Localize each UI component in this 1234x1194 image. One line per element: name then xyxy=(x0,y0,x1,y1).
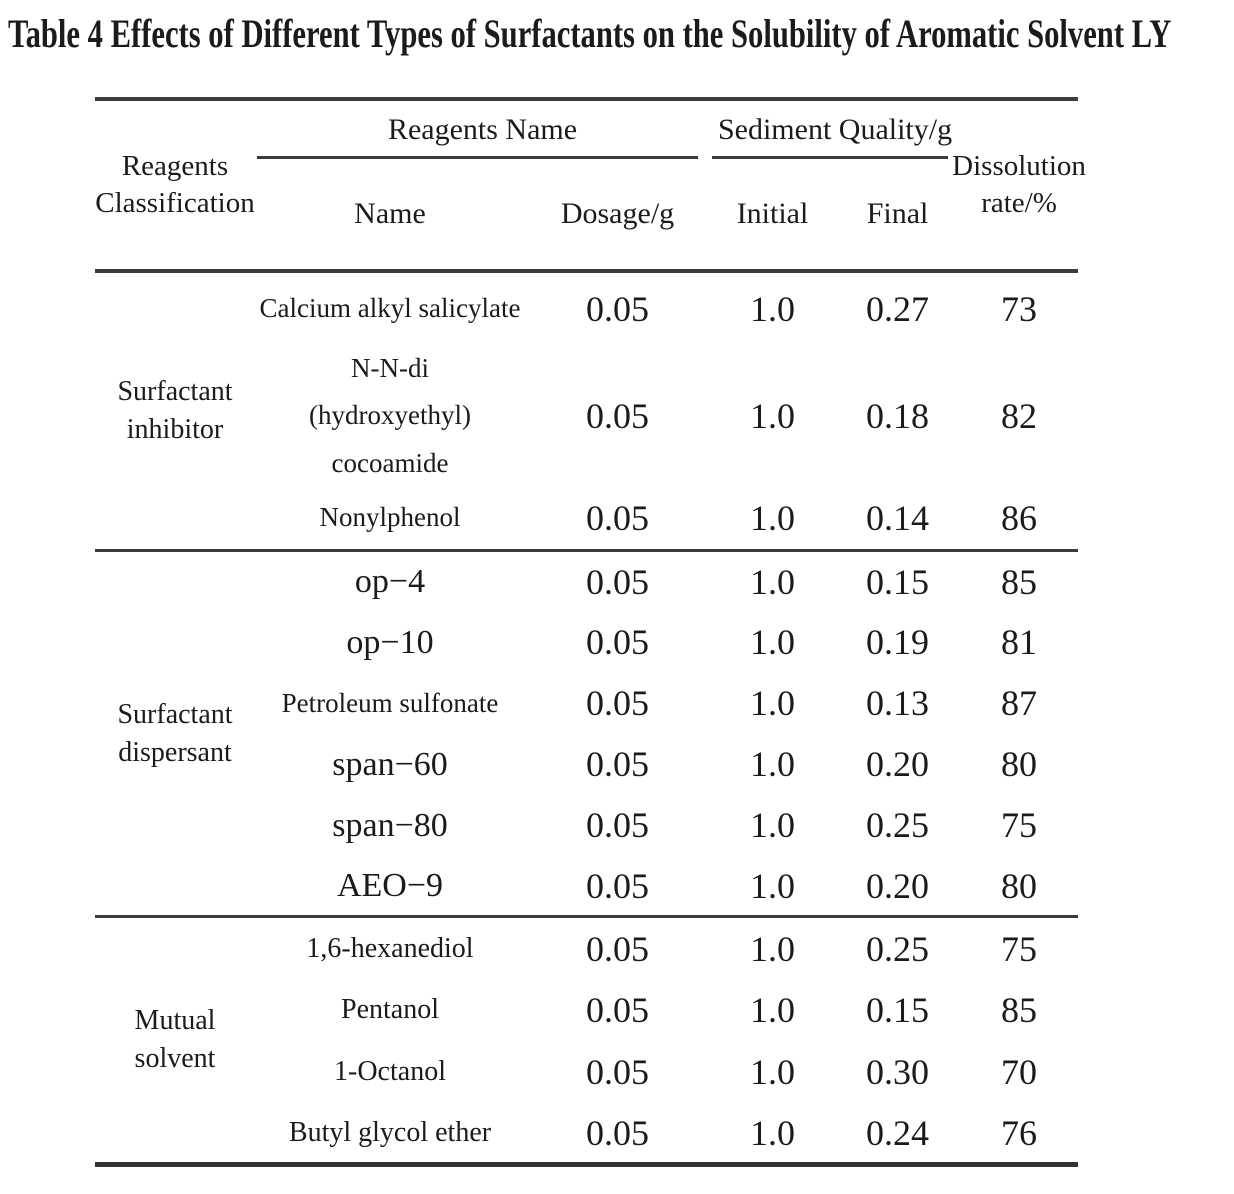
reagent-name-cell: Pentanol xyxy=(341,994,439,1026)
dosage-cell: 0.05 xyxy=(586,622,649,663)
initial-cell: 1.0 xyxy=(750,1112,796,1153)
dosage-cell: 0.05 xyxy=(586,498,649,538)
reagent-name-cell: span−60 xyxy=(332,745,448,783)
initial-cell: 1.0 xyxy=(750,805,796,846)
rate-cell: 85 xyxy=(1001,562,1038,602)
final-cell: 0.20 xyxy=(866,744,930,785)
group-mutual-solvent xyxy=(95,917,1078,1165)
rate-cell: 75 xyxy=(1001,805,1038,846)
classification-cell: Mutual solvent xyxy=(134,1005,216,1075)
dosage-cell: 0.05 xyxy=(586,805,649,846)
final-cell: 0.14 xyxy=(866,498,930,538)
classification-cell: Surfactant inhibitor xyxy=(117,376,233,446)
document-page xyxy=(0,12,1234,1194)
dosage-cell: 0.05 xyxy=(586,289,649,329)
rate-cell: 85 xyxy=(1001,989,1038,1030)
table-title xyxy=(8,12,1234,56)
classification-cell: Surfactant dispersant xyxy=(117,698,233,768)
dosage-cell: 0.05 xyxy=(586,744,649,785)
group-surfactant-inhibitor xyxy=(95,271,1078,551)
reagent-name-cell: Butyl glycol ether xyxy=(288,1117,492,1148)
rate-cell: 76 xyxy=(1001,1112,1038,1153)
reagent-name-cell: AEO−9 xyxy=(336,866,444,904)
reagent-name-cell: span−80 xyxy=(332,806,448,844)
initial-cell: 1.0 xyxy=(750,744,796,785)
initial-cell: 1.0 xyxy=(750,395,796,436)
header-dissolution-rate: Dissolution rate/% xyxy=(952,150,1086,219)
final-cell: 0.25 xyxy=(866,928,930,969)
dosage-cell: 0.05 xyxy=(586,395,649,436)
header-final: Final xyxy=(866,197,929,230)
final-cell: 0.18 xyxy=(866,395,930,436)
header-sediment-quality-group: Sediment Quality/g xyxy=(710,99,960,159)
header-reagents-name-group: Reagents Name xyxy=(255,99,710,159)
final-cell: 0.25 xyxy=(866,805,930,846)
reagent-name-cell: 1-Octanol xyxy=(334,1056,446,1088)
reagent-name-cell: op−10 xyxy=(346,623,434,661)
final-cell: 0.19 xyxy=(866,622,930,663)
dosage-cell: 0.05 xyxy=(586,865,649,906)
dosage-cell: 0.05 xyxy=(586,1051,649,1092)
dosage-cell: 0.05 xyxy=(586,683,649,724)
initial-cell: 1.0 xyxy=(750,928,796,969)
header-name: Name xyxy=(354,197,426,230)
rate-cell: 87 xyxy=(1001,683,1038,724)
final-cell: 0.24 xyxy=(866,1112,930,1153)
final-cell: 0.15 xyxy=(866,562,930,602)
header-row-groups xyxy=(95,99,1078,159)
rate-cell: 80 xyxy=(1001,865,1038,906)
reagent-name-cell: Calcium alkyl salicylate xyxy=(259,293,521,324)
surfactants-solubility-table xyxy=(95,97,1086,1167)
final-cell: 0.20 xyxy=(866,865,930,906)
initial-cell: 1.0 xyxy=(750,498,796,538)
initial-cell: 1.0 xyxy=(750,989,796,1030)
initial-cell: 1.0 xyxy=(750,865,796,906)
table-title-text: Table 4 Effects of Different Types of Surfactants on the Solubility of Aromatic Solvent LY xyxy=(8,11,1172,56)
rate-cell: 73 xyxy=(1001,289,1038,329)
header-reagents-classification: Reagents Classification xyxy=(95,149,255,219)
reagent-name-cell: N-N-di (hydroxyethyl) cocoamide xyxy=(309,353,471,478)
final-cell: 0.30 xyxy=(866,1051,930,1092)
initial-cell: 1.0 xyxy=(750,289,796,329)
group-surfactant-dispersant xyxy=(95,551,1078,917)
table-header xyxy=(95,99,1086,271)
initial-cell: 1.0 xyxy=(750,1051,796,1092)
dosage-cell: 0.05 xyxy=(586,989,649,1030)
final-cell: 0.15 xyxy=(866,989,930,1030)
dosage-cell: 0.05 xyxy=(586,928,649,969)
initial-cell: 1.0 xyxy=(750,683,796,724)
reagent-name-cell: Petroleum sulfonate xyxy=(281,687,499,718)
reagent-name-cell: Nonylphenol xyxy=(319,502,461,533)
reagent-name-cell: op−4 xyxy=(354,563,426,601)
header-initial: Initial xyxy=(736,197,809,230)
rate-cell: 80 xyxy=(1001,744,1038,785)
final-cell: 0.13 xyxy=(866,683,930,724)
initial-cell: 1.0 xyxy=(750,562,796,602)
table-row xyxy=(95,917,1078,979)
final-cell: 0.27 xyxy=(866,289,930,329)
rate-cell: 70 xyxy=(1001,1051,1038,1092)
rate-cell: 81 xyxy=(1001,622,1038,663)
table-row xyxy=(95,551,1078,612)
rate-cell: 75 xyxy=(1001,928,1038,969)
dosage-cell: 0.05 xyxy=(586,562,649,602)
rate-cell: 82 xyxy=(1001,395,1038,436)
dosage-cell: 0.05 xyxy=(586,1112,649,1153)
table-row xyxy=(95,271,1078,345)
rate-cell: 86 xyxy=(1001,498,1038,538)
reagent-name-cell: 1,6-hexanediol xyxy=(306,933,474,964)
header-dosage: Dosage/g xyxy=(560,197,675,230)
initial-cell: 1.0 xyxy=(750,622,796,663)
